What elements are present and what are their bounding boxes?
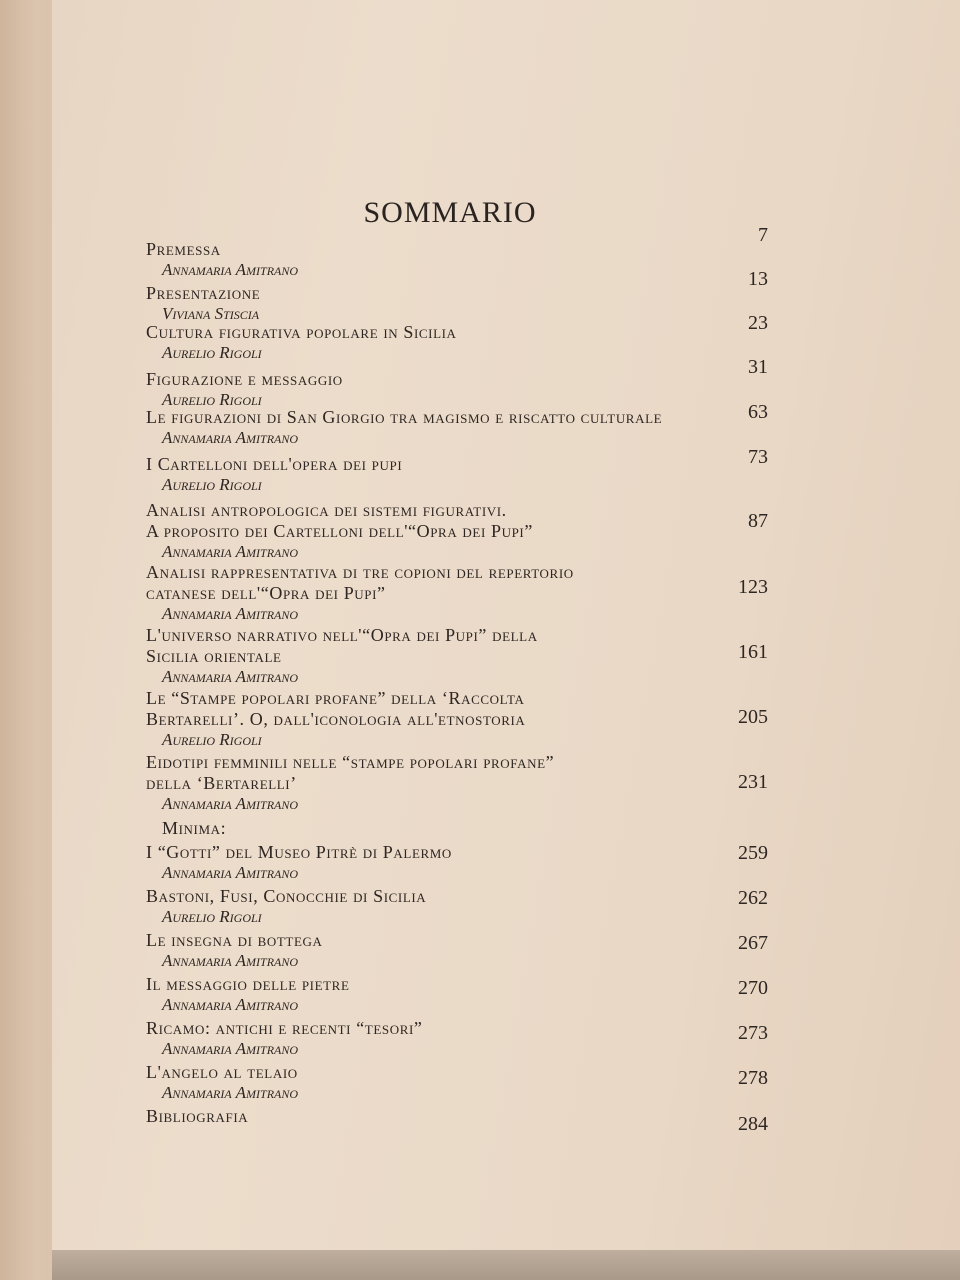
toc-entry xyxy=(146,500,746,562)
toc-entry xyxy=(146,1018,746,1059)
toc-entry-title: Premessa xyxy=(146,239,221,259)
toc-entry xyxy=(146,1106,746,1127)
toc-entry-author: Annamaria Amitrano xyxy=(162,863,299,882)
toc-entry-page: 231 xyxy=(738,771,768,793)
toc-entry xyxy=(146,369,746,410)
toc-entry xyxy=(146,562,746,624)
toc-entry-title: I “Gotti” del Museo Pitrè di Palermo xyxy=(146,842,452,862)
toc-entry xyxy=(146,283,746,324)
toc-entry xyxy=(146,454,746,495)
toc-entry-title: Le “Stampe popolari profane” della ‘Raccolta xyxy=(146,688,525,708)
toc-entry-page: 87 xyxy=(748,510,768,532)
toc-entry xyxy=(146,407,746,448)
toc-entry-title-line2: A proposito dei Cartelloni dell'“Opra dei Pupi” xyxy=(146,521,533,541)
page-title: SOMMARIO xyxy=(363,196,537,229)
toc-entry-author: Aurelio Rigoli xyxy=(162,730,262,749)
minima-section-label: Minima: xyxy=(162,818,227,838)
toc-entry-author: Viviana Stiscia xyxy=(162,304,260,323)
toc-entry-page: 63 xyxy=(748,401,768,423)
toc-entry xyxy=(146,625,746,687)
toc-entry-title: Analisi rappresentativa di tre copioni del repertorio xyxy=(146,562,574,582)
toc-entry xyxy=(146,239,746,280)
toc-entry-title: Figurazione e messaggio xyxy=(146,369,343,389)
toc-entry-page: 259 xyxy=(738,842,768,864)
toc-entry-author: Aurelio Rigoli xyxy=(162,343,262,362)
toc-entry-page: 284 xyxy=(738,1113,768,1135)
toc-entry-author: Aurelio Rigoli xyxy=(162,390,262,409)
toc-entry-page: 123 xyxy=(738,576,768,598)
toc-entry-page: 278 xyxy=(738,1067,768,1089)
toc-entry-title-line2: Bertarelli’. O, dall'iconologia all'etnostoria xyxy=(146,709,526,729)
toc-entry-author: Annamaria Amitrano xyxy=(162,667,299,686)
toc-entry-page: 262 xyxy=(738,887,768,909)
toc-entry xyxy=(146,930,746,971)
toc-entry-author: Annamaria Amitrano xyxy=(162,1083,299,1102)
toc-entry-author: Annamaria Amitrano xyxy=(162,604,299,623)
toc-entry-page: 7 xyxy=(758,224,768,246)
toc-entry-title: L'angelo al telaio xyxy=(146,1062,298,1082)
toc-entry-title: Presentazione xyxy=(146,283,261,303)
toc-entry-title: Bibliografia xyxy=(146,1106,249,1126)
toc-entry xyxy=(146,886,746,927)
toc-entry-author: Annamaria Amitrano xyxy=(162,260,299,279)
toc-entry-title-line2: catanese dell'“Opra dei Pupi” xyxy=(146,583,386,603)
toc-entry xyxy=(146,322,746,363)
toc-entry-page: 161 xyxy=(738,641,768,663)
toc-entry-title: Analisi antropologica dei sistemi figurativi. xyxy=(146,500,507,520)
toc-entry-author: Annamaria Amitrano xyxy=(162,995,299,1014)
toc-entry-title: Bastoni, Fusi, Conocchie di Sicilia xyxy=(146,886,427,906)
toc-entry-title: I Cartelloni dell'opera dei pupi xyxy=(146,454,403,474)
book-gutter-shadow xyxy=(0,0,60,1280)
toc-entry-page: 267 xyxy=(738,932,768,954)
page-bottom-edge xyxy=(52,1250,960,1280)
toc-entry xyxy=(146,688,746,750)
toc-entry-author: Annamaria Amitrano xyxy=(162,794,299,813)
toc-entry xyxy=(146,752,746,814)
toc-entry-author: Aurelio Rigoli xyxy=(162,907,262,926)
toc-entry-title: Cultura figurativa popolare in Sicilia xyxy=(146,322,457,342)
toc-entry-title-line2: della ‘Bertarelli’ xyxy=(146,773,297,793)
toc-entry-page: 73 xyxy=(748,446,768,468)
toc-entry-page: 205 xyxy=(738,706,768,728)
toc-entry-page: 273 xyxy=(738,1022,768,1044)
toc-entry-page: 270 xyxy=(738,977,768,999)
toc-entry-title-line2: Sicilia orientale xyxy=(146,646,282,666)
toc-entry-page: 31 xyxy=(748,356,768,378)
toc-entry-author: Annamaria Amitrano xyxy=(162,1039,299,1058)
toc-entry-page: 13 xyxy=(748,268,768,290)
toc-entry-page: 23 xyxy=(748,312,768,334)
toc-entry-author: Annamaria Amitrano xyxy=(162,428,299,447)
toc-entry-title: Ricamo: antichi e recenti “tesori” xyxy=(146,1018,423,1038)
toc-entry xyxy=(146,1062,746,1103)
toc-entry-author: Aurelio Rigoli xyxy=(162,475,262,494)
toc-entry-title: Il messaggio delle pietre xyxy=(146,974,350,994)
toc-entry-author: Annamaria Amitrano xyxy=(162,951,299,970)
toc-entry-author: Annamaria Amitrano xyxy=(162,542,299,561)
toc-entry xyxy=(146,842,746,883)
toc-entry-title: Eidotipi femminili nelle “stampe popolari profane” xyxy=(146,752,555,772)
toc-entry-title: Le insegna di bottega xyxy=(146,930,323,950)
toc-entry-title: L'universo narrativo nell'“Opra dei Pupi” della xyxy=(146,625,538,645)
toc-entry xyxy=(146,974,746,1015)
toc-entry-title: Le figurazioni di San Giorgio tra magismo e riscatto culturale xyxy=(146,407,663,427)
